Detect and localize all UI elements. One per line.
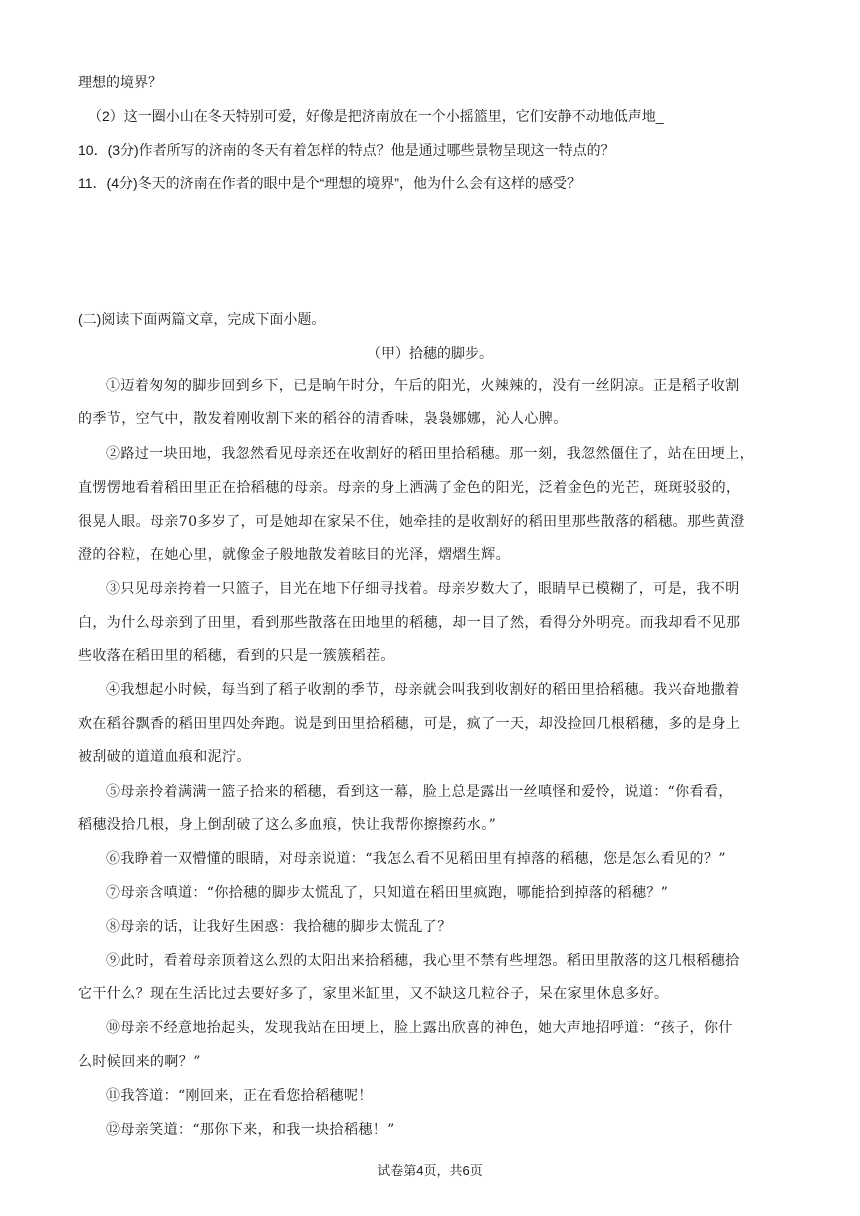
paragraph-line: ⑧母亲的话，让我好生困惑：我拾穗的脚步太慌乱了？ [106,919,452,935]
paragraph-line: ⑨此时，看着母亲顶着这么烈的太阳出来拾稻穗，我心里不禁有些埋怨。稻田里散落的这几根稻穗拾 [106,953,740,969]
paragraph-line: ⑪我答道：“刚回来，正在看您拾稻穗呢！ [106,1088,373,1104]
paragraph-line: ④我想起小时候，每当到了稻子收割的季节，母亲就会叫我到收割好的稻田里拾稻穗。我兴奋地撒着 [106,682,740,698]
paragraph-line: 很晃人眼。母亲70多岁了，可是她却在家呆不住，她牵挂的是收割好的稻田里那些散落的稻穗。那些黄澄 [78,514,745,530]
paragraph-line: 欢在稻谷飘香的稻田里四处奔跑。说是到田里拾稻穗，可是，疯了一天，却没捡回几根稻穗，多的是身上 [78,716,741,732]
question-subitem-2: （2）这一圈小山在冬天特别可爱，好像是把济南放在一个小摇篮里，它们安静不动地低声地_ [88,108,664,124]
paragraph-line: ⑦母亲含嗔道：“你拾穗的脚步太慌乱了，只知道在稻田里疯跑，哪能拾到掉落的稻穗？” [106,885,669,901]
essay-title: （甲）拾穗的脚步。 [367,346,493,362]
paragraph-line: ⑫母亲笑道：“那你下来，和我一块拾稻穗！” [106,1122,395,1138]
question-11: 11．(4分)冬天的济南在作者的眼中是个“理想的境界”，他为什么会有这样的感受？ [78,175,581,191]
paragraph-line: ①迈着匆匆的脚步回到乡下，已是晌午时分，午后的阳光，火辣辣的，没有一丝阴凉。正是稻子收割 [106,378,740,394]
paragraph-line: ⑥我睁着一双懵懂的眼睛，对母亲说道：“我怎么看不见稻田里有掉落的稻穗，您是怎么看见的？” [106,851,726,867]
section-heading: (二)阅读下面两篇文章，完成下面小题。 [78,311,326,327]
paragraph-line: 稻穗没拾几根，身上倒刮破了这么多血痕，快让我帮你擦擦药水。” [78,817,497,833]
paragraph-line: 些收落在稻田里的稻穗，看到的只是一簇簇稻茬。 [78,648,395,664]
paragraph-line: 么时候回来的啊？” [78,1054,201,1070]
question-10: 10．(3分)作者所写的济南的冬天有着怎样的特点？他是通过哪些景物呈现这一特点的？ [78,142,615,158]
page-footer: 试卷第4页，共6页 [377,1163,483,1178]
paragraph-line: 直愣愣地看着稻田里正在拾稻穗的母亲。母亲的身上洒满了金色的阳光，泛着金色的光芒，斑斑驳驳的， [78,480,741,496]
paragraph-line: ⑩母亲不经意地抬起头，发现我站在田埂上，脸上露出欣喜的神色，她大声地招呼道：“孩子，你什 [106,1020,733,1036]
paragraph-line: 的季节，空气中，散发着刚收割下来的稻谷的清香味，袅袅娜娜，沁人心脾。 [78,411,568,427]
paragraph-line: ⑤母亲拎着满满一篮子拾来的稻穗，看到这一幕，脸上总是露出一丝嗔怪和爱怜，说道：“你看看， [106,784,733,800]
paragraph-line: ③只见母亲挎着一只篮子，目光在地下仔细寻找着。母亲岁数大了，眼睛早已模糊了，可是，我不明 [106,581,740,597]
paragraph-line: 白，为什么母亲到了田里，看到那些散落在田地里的稻穗，却一目了然，看得分外明亮。而我却看不见那 [78,615,741,631]
paragraph-line: 它干什么？现在生活比过去要好多了，家里米缸里，又不缺这几粒谷子，呆在家里休息多好。 [78,986,669,1002]
question-continuation-line: 理想的境界？ [78,74,162,90]
paragraph-line: 被刮破的道道血痕和泥泞。 [78,749,251,765]
paragraph-line: ②路过一块田地，我忽然看见母亲还在收割好的稻田里拾稻穗。那一刻，我忽然僵住了，站在田埂上， [106,446,754,462]
paragraph-line: 澄的谷粒，在她心里，就像金子般地散发着眩目的光泽，熠熠生辉。 [78,547,510,563]
